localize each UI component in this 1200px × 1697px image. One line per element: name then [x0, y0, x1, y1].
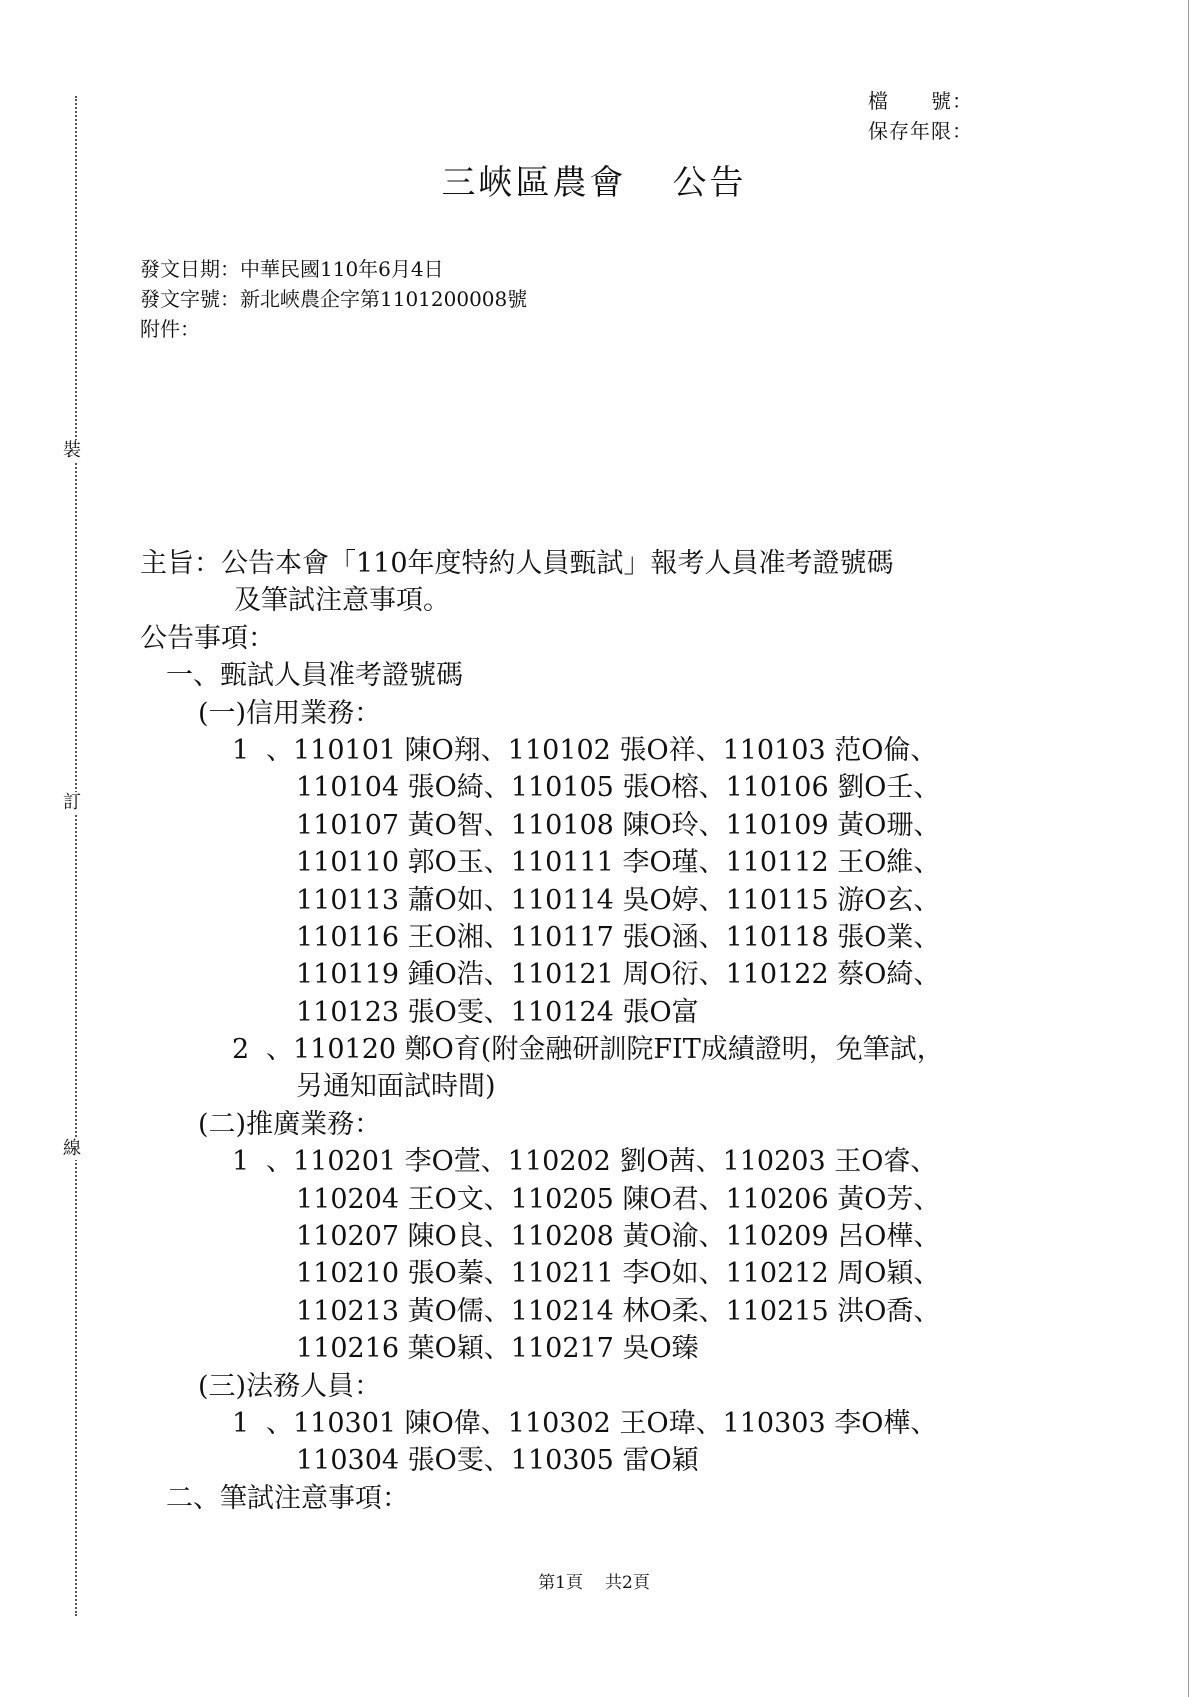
item-number: 1: [232, 1407, 250, 1439]
candidate-list: 110110 郭O玉、110111 李O瑾、110112 王O維、: [296, 847, 941, 879]
document-body: [140, 545, 1070, 1517]
candidate-list: 、110101 陳O翔、110102 張O祥、110103 范O倫、: [266, 734, 938, 766]
legal-item-1-line: [140, 1405, 1070, 1442]
binding-margin-line: [75, 96, 77, 1616]
file-number-label: 檔 號：: [868, 89, 973, 113]
file-info: [868, 86, 973, 146]
legal-heading: (三)法務人員：: [198, 1370, 382, 1402]
section-1-heading: 一、甄試人員准考證號碼: [166, 660, 463, 692]
doc-type: 公告: [672, 163, 747, 203]
org-name: 三峽區農會: [441, 163, 627, 203]
candidate-list: 、110120 鄭O育(附金融研訓院FIT成績證明，免筆試，: [266, 1034, 944, 1066]
subject-line-2: 及筆試注意事項。: [234, 585, 450, 617]
page-edge: [1188, 0, 1189, 1697]
candidate-list: 110210 張O蓁、110211 李O如、110212 周O穎、: [296, 1258, 941, 1290]
binding-mark-ding: 訂: [63, 792, 81, 813]
credit-item-1-line: [140, 732, 1070, 769]
candidate-list: 、110201 李O萱、110202 劉O茜、110203 王O睿、: [266, 1146, 938, 1178]
candidate-list: 110104 張O綺、110105 張O榕、110106 劉O壬、: [296, 772, 941, 804]
candidate-list: 另通知面試時間): [296, 1071, 496, 1103]
candidate-list: 110213 黃O儒、110214 林O柔、110215 洪O喬、: [296, 1295, 941, 1327]
candidate-list: 110123 張O雯、110124 張O富: [296, 996, 699, 1028]
subject-line-1: 主旨：公告本會「110年度特約人員甄試」報考人員准考證號碼: [140, 548, 894, 579]
item-number: 2: [232, 1034, 250, 1066]
credit-item-2-line: [140, 1031, 1070, 1068]
item-number: 1: [232, 1146, 250, 1178]
page-total: 共2頁: [605, 1573, 650, 1593]
candidate-list: 、110301 陳O偉、110302 王O瑋、110303 李O樺、: [266, 1407, 938, 1439]
document-meta: [140, 254, 527, 344]
page-footer: [0, 1568, 1188, 1593]
notice-items-label: 公告事項：: [140, 622, 275, 654]
issue-date: 發文日期：中華民國110年6月4日: [140, 257, 444, 281]
candidate-list: 110113 蕭O如、110114 吳O婷、110115 游O玄、: [296, 884, 941, 916]
candidate-list: 110204 王O文、110205 陳O君、110206 黃O芳、: [296, 1183, 941, 1215]
page-number: 第1頁: [538, 1573, 583, 1593]
candidate-list: 110207 陳O良、110208 黃O渝、110209 呂O樺、: [296, 1221, 941, 1253]
binding-mark-zhuang: 裝: [63, 440, 81, 461]
item-number: 1: [232, 734, 250, 766]
candidate-list: 110107 黃O智、110108 陳O玲、110109 黃O珊、: [296, 809, 941, 841]
binding-mark-xian: 線: [63, 1138, 81, 1159]
candidate-list: 110216 葉O穎、110217 吳O臻: [296, 1333, 699, 1365]
document-title: [0, 155, 1188, 204]
section-2-heading: 二、筆試注意事項：: [166, 1482, 409, 1514]
credit-heading: (一)信用業務：: [198, 697, 382, 729]
retention-period-label: 保存年限：: [868, 119, 973, 143]
candidate-list: 110116 王O湘、110117 張O涵、110118 張O業、: [296, 921, 941, 953]
candidate-list: 110119 鍾O浩、110121 周O衍、110122 蔡O綺、: [296, 959, 941, 991]
promotion-item-1-line: [140, 1143, 1070, 1180]
attachment-label: 附件：: [140, 317, 200, 341]
reference-number: 發文字號：新北峽農企字第1101200008號: [140, 287, 528, 311]
promotion-heading: (二)推廣業務：: [198, 1108, 382, 1140]
candidate-list: 110304 張O雯、110305 雷O穎: [296, 1445, 699, 1477]
